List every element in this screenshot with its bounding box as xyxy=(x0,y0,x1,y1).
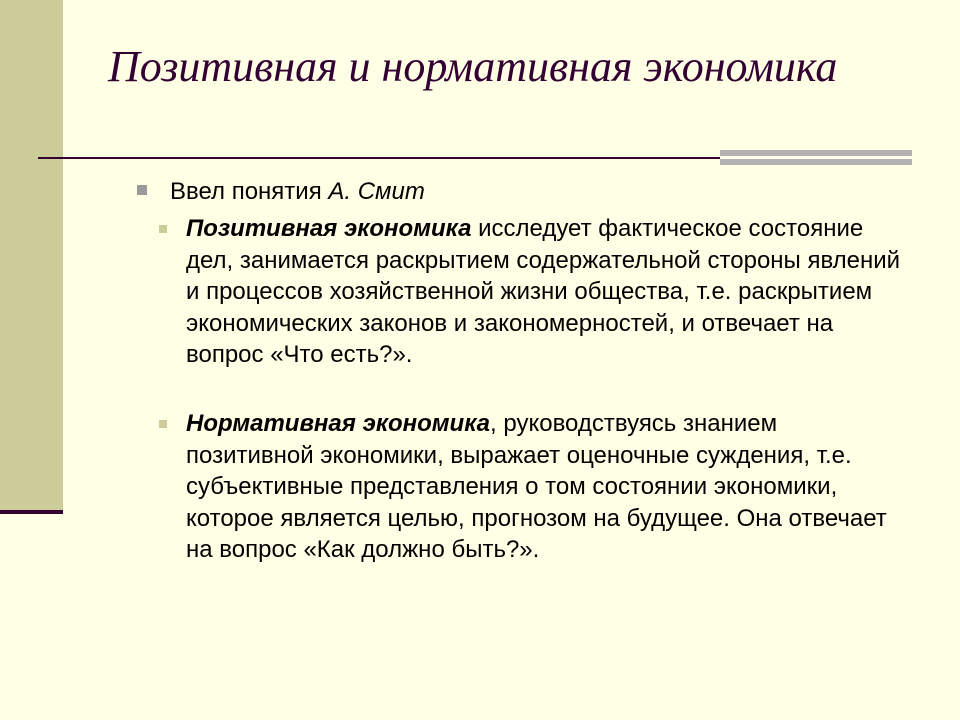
sub-item-positive-economics xyxy=(186,213,906,371)
definition-normative-economics: , руководствуясь знанием позитивной экономики, выражает оценочные суждения, т.е. субъективные представления о том состоянии экономики, которое является целью, прогнозом на будущее. Она отвечает на вопрос «Как должно быть?». xyxy=(186,410,887,563)
term-positive-economics: Позитивная экономика xyxy=(186,215,472,242)
author-name: А. Смит xyxy=(328,178,425,205)
sub-bullet-square-icon xyxy=(159,225,167,233)
title-divider-accent xyxy=(720,150,912,165)
term-normative-economics: Нормативная экономика xyxy=(186,410,491,437)
slide-title: Позитивная и нормативная экономика xyxy=(108,42,838,91)
bullet-square-icon xyxy=(137,185,147,195)
bullet-introduced-concepts xyxy=(170,177,890,207)
left-bar-underline xyxy=(0,510,63,514)
sub-bullet-square-icon xyxy=(159,420,167,428)
left-decorative-bar xyxy=(0,0,63,512)
definition-positive-economics: исследует фактическое состояние дел, занимается раскрытием содержательной стороны явлений и процессов хозяйственной жизни общества, т.е. раскрытием экономических законов и закономерностей, и отвечает на вопрос «Что есть?». xyxy=(186,215,901,368)
bullet-text: Ввел понятия xyxy=(170,178,329,205)
sub-item-normative-economics xyxy=(186,408,906,566)
